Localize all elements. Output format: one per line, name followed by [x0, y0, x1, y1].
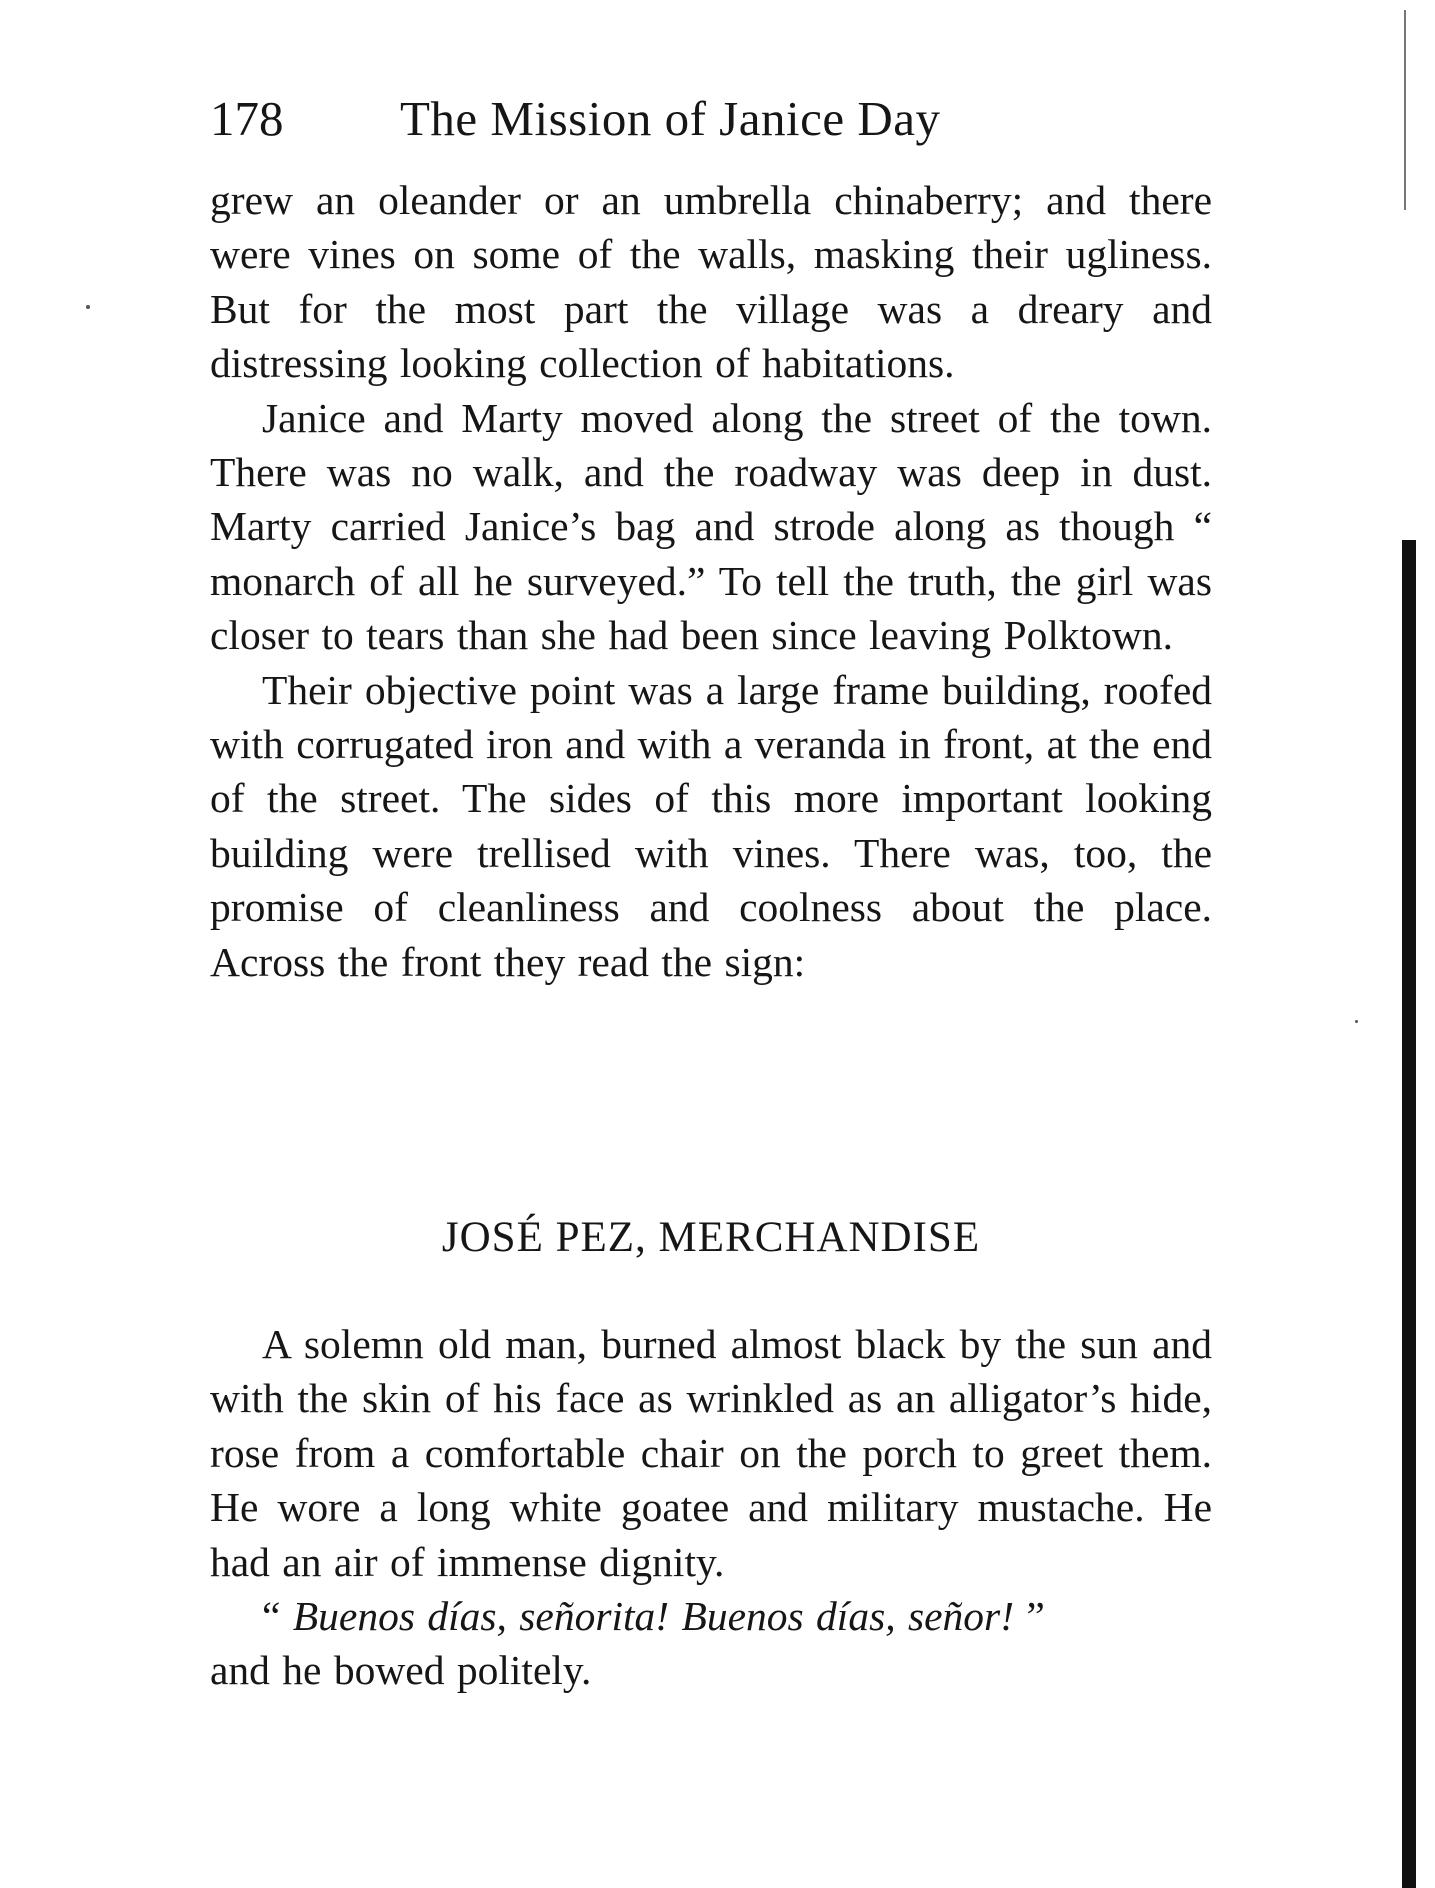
scan-speck	[1355, 1020, 1358, 1023]
page-header	[210, 84, 1220, 154]
greeting-quote-close: ”	[1026, 1593, 1045, 1640]
page-edge-shadow	[1402, 540, 1416, 1888]
greeting-quote-open: “	[262, 1593, 281, 1640]
page-edge-line	[1404, 10, 1406, 210]
paragraph-continued: grew an oleander or an umbrella chinaberry; and there were vines on some of the walls, masking their ugliness. But for the most part the village was a dreary and distressing looking collection of habitations.	[210, 177, 1212, 387]
text-block-before-sign	[210, 173, 1212, 989]
paragraph-old-man: A solemn old man, burned almost black by the sun and with the skin of his face as wrinkled as an alligator’s hide, rose from a comfortable chair on the porch to greet them. He wore a long white goatee and military mustache. He had an air of immense dignity.	[210, 1321, 1212, 1585]
scan-speck	[86, 305, 90, 309]
running-title: The Mission of Janice Day	[400, 91, 941, 146]
paragraph-street: Janice and Marty moved along the street of the town. There was no walk, and the roadway was deep in dust. Marty carried Janice’s bag and strode along as though “ monarch of all he surveyed.” To tell the truth, the girl was closer to tears than she had been since leaving Polktown.	[210, 394, 1212, 659]
greeting-line	[210, 1589, 1212, 1643]
store-sign: JOSÉ PEZ, MERCHANDISE	[441, 1214, 981, 1261]
greeting-text: Buenos días, señorita! Buenos días, señor!	[292, 1593, 1015, 1640]
greeting-continuation: and he bowed politely.	[210, 1647, 592, 1694]
page-number: 178	[210, 91, 284, 146]
text-block-after-sign	[210, 1317, 1212, 1698]
paragraph-building: Their objective point was a large frame building, roofed with corrugated iron and with a veranda in front, at the end of the street. The sides of this more important looking building were trellised with vines. There was, too, the promise of cleanliness and coolness about the place. Across the front they read the sign:	[210, 666, 1212, 985]
